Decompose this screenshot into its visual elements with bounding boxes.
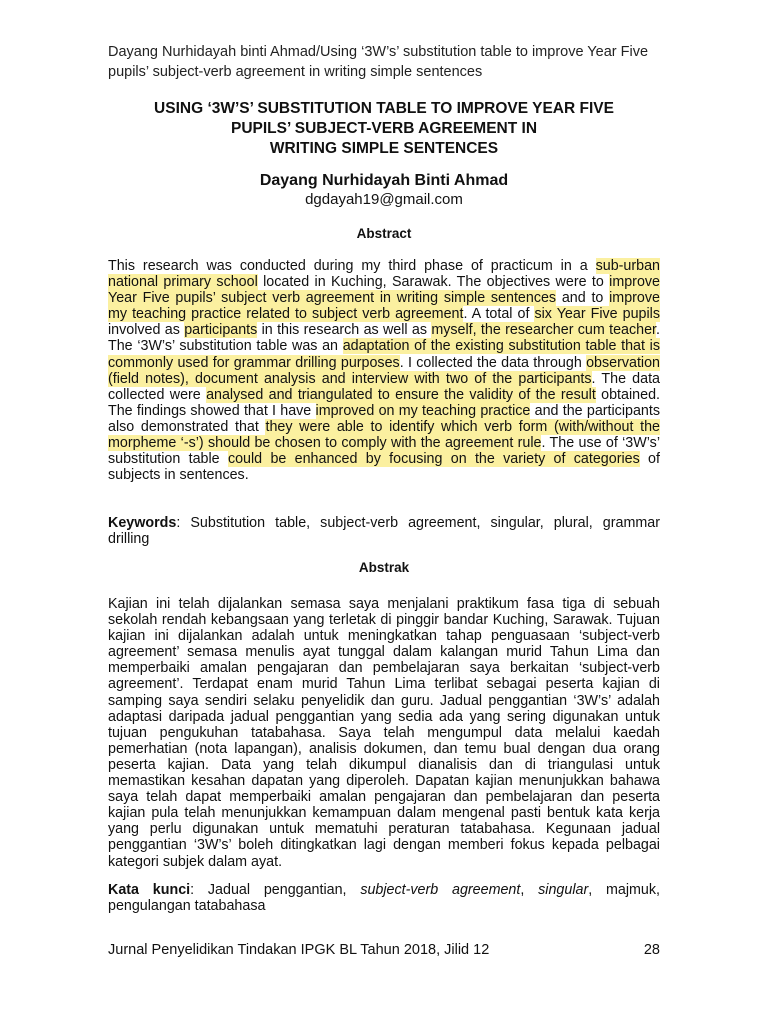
page-footer [108,940,660,960]
highlighted-text: could be enhanced by focusing on the variety of categories [227,451,640,468]
kata-kunci-text: singular [538,882,589,898]
highlighted-text: analysed and triangulated to ensure the validity of the result [206,386,596,403]
journal-info: Jurnal Penyelidikan Tindakan IPGK BL Tahun 2018, Jilid 12 [108,942,490,958]
abstract-text: . I collected the data through [399,354,587,371]
abstract-text: of subjects in sentences. [108,451,660,484]
keywords-label: Keywords [108,515,177,531]
paper-title [108,99,660,159]
highlighted-text: improve Year Five pupils’ subject verb agreement in writing simple sentences [108,274,660,307]
highlighted-text: six Year Five pupils [534,306,660,323]
abstrak-heading: Abstrak [358,560,410,575]
abstrak-body: Kajian ini telah dijalankan semasa saya menjalani praktikum fasa tiga di sebuah sekolah rendah kebangsaan yang terletak di pinggir bandar Kuching, Sarawak. Tujuan kajian ini dijalankan adalah untuk meningkatkan tahap penguasaan ‘subject-verb agreement’ semasa menulis ayat tunggal dalam kalangan murid Tahun Lima dan memperbaiki amalan pengajaran dan pembelajaran saya berkaitan ‘subject-verb agreement’. Terdapat enam murid Tahun Lima terlibat sebagai peserta kajian di samping saya sendiri selaku penyelidik dan guru. Jadual penggantian ‘3W’s’ adalah adaptasi daripada jadual penggantian yang sedia ada yang sering digunakan untuk tujuan pengukuhan tatabahasa. Saya telah mengumpul data melalui kaedah pemerhatian (nota lapangan), analisis dokumen, dan temu bual dengan dua orang peserta kajian. Data yang telah dikumpul dianalisis dan di triangulasi untuk memastikan kesahan dapatan yang diperoleh. Dapatan kajian menunjukkan bahawa saya telah dapat memperbaiki amalan pengajaran dan pembelajaran dan peserta kajian pula telah menunjukkan kemampuan dalam mengenal pasti bentuk kata kerja yang perlu digunakan untuk mematuhi peraturan tatabahasa. Kegunaan jadual penggantian ‘3W’s’ boleh ditingkatkan lagi dengan memberi fokus kepada pelbagai kategori subjek dalam ayat. [108,596,660,870]
keywords-text: : Substitution table, subject-verb agreement, singular, plural, grammar drilling [108,515,660,548]
abstract-text: and the participants also demonstrated that [108,402,660,435]
highlighted-text: participants [184,322,258,339]
abstract-text: . The data collected were [108,370,660,403]
highlighted-text: improve my teaching practice related to subject verb agreement [108,290,660,323]
keywords [108,515,660,547]
highlighted-text: they were able to identify which verb form (with/without the morpheme ‘-s’) should be chosen to comply with the agreement rule [108,418,660,452]
kata-kunci-text: : Jadual penggantian, [190,882,361,898]
abstract-text: involved as [108,322,185,339]
kata-kunci-text: , majmuk, pengulangan tatabahasa [108,882,661,915]
abstract-text: . The use of ‘3W’s’ substitution table [108,435,660,468]
highlighted-text: myself, the researcher cum teacher [431,322,656,339]
abstract-text: located in Kuching, Sarawak. The objectives were to [257,274,610,291]
page-number: 28 [643,942,660,958]
highlighted-text: sub-urban national primary school [108,258,660,291]
author-name: Dayang Nurhidayah Binti Ahmad [259,172,509,189]
running-head: Dayang Nurhidayah binti Ahmad/Using ‘3W’s’ substitution table to improve Year Five pupils’ subject-verb agreement in writing simple sentences [108,44,649,80]
highlighted-text: observation (field notes), document analysis and interview with two of the participants [108,354,660,387]
kata-kunci-text: subject-verb agreement [360,882,521,898]
abstract-text: and to [556,290,610,307]
abstract-text: This research was conducted during my third phase of practicum in a [108,258,596,274]
title-line-3: WRITING SIMPLE SENTENCES [269,140,499,157]
highlighted-text: adaptation of the existing substitution table that is commonly used for grammar drilling purposes [108,338,660,371]
highlighted-text: improved on my teaching practice [315,402,531,419]
title-line-1: USING ‘3W’S’ SUBSTITUTION TABLE TO IMPROVE YEAR FIVE [154,100,614,117]
kata-kunci-text: , [520,882,539,898]
abstract-text: in this research as well as [257,322,432,339]
abstract-text: . The ‘3W’s’ substitution table was an [108,322,660,355]
kata-kunci-label: Kata kunci [108,882,191,898]
abstract-text: obtained. The findings showed that I have [108,386,660,419]
kata-kunci [108,882,660,914]
title-line-2: PUPILS’ SUBJECT-VERB AGREEMENT IN [230,120,538,137]
abstract-text: . A total of [463,306,535,323]
author-email: dgdayah19@gmail.com [305,191,463,208]
abstract-heading: Abstract [356,226,412,241]
abstract-body [108,258,660,483]
